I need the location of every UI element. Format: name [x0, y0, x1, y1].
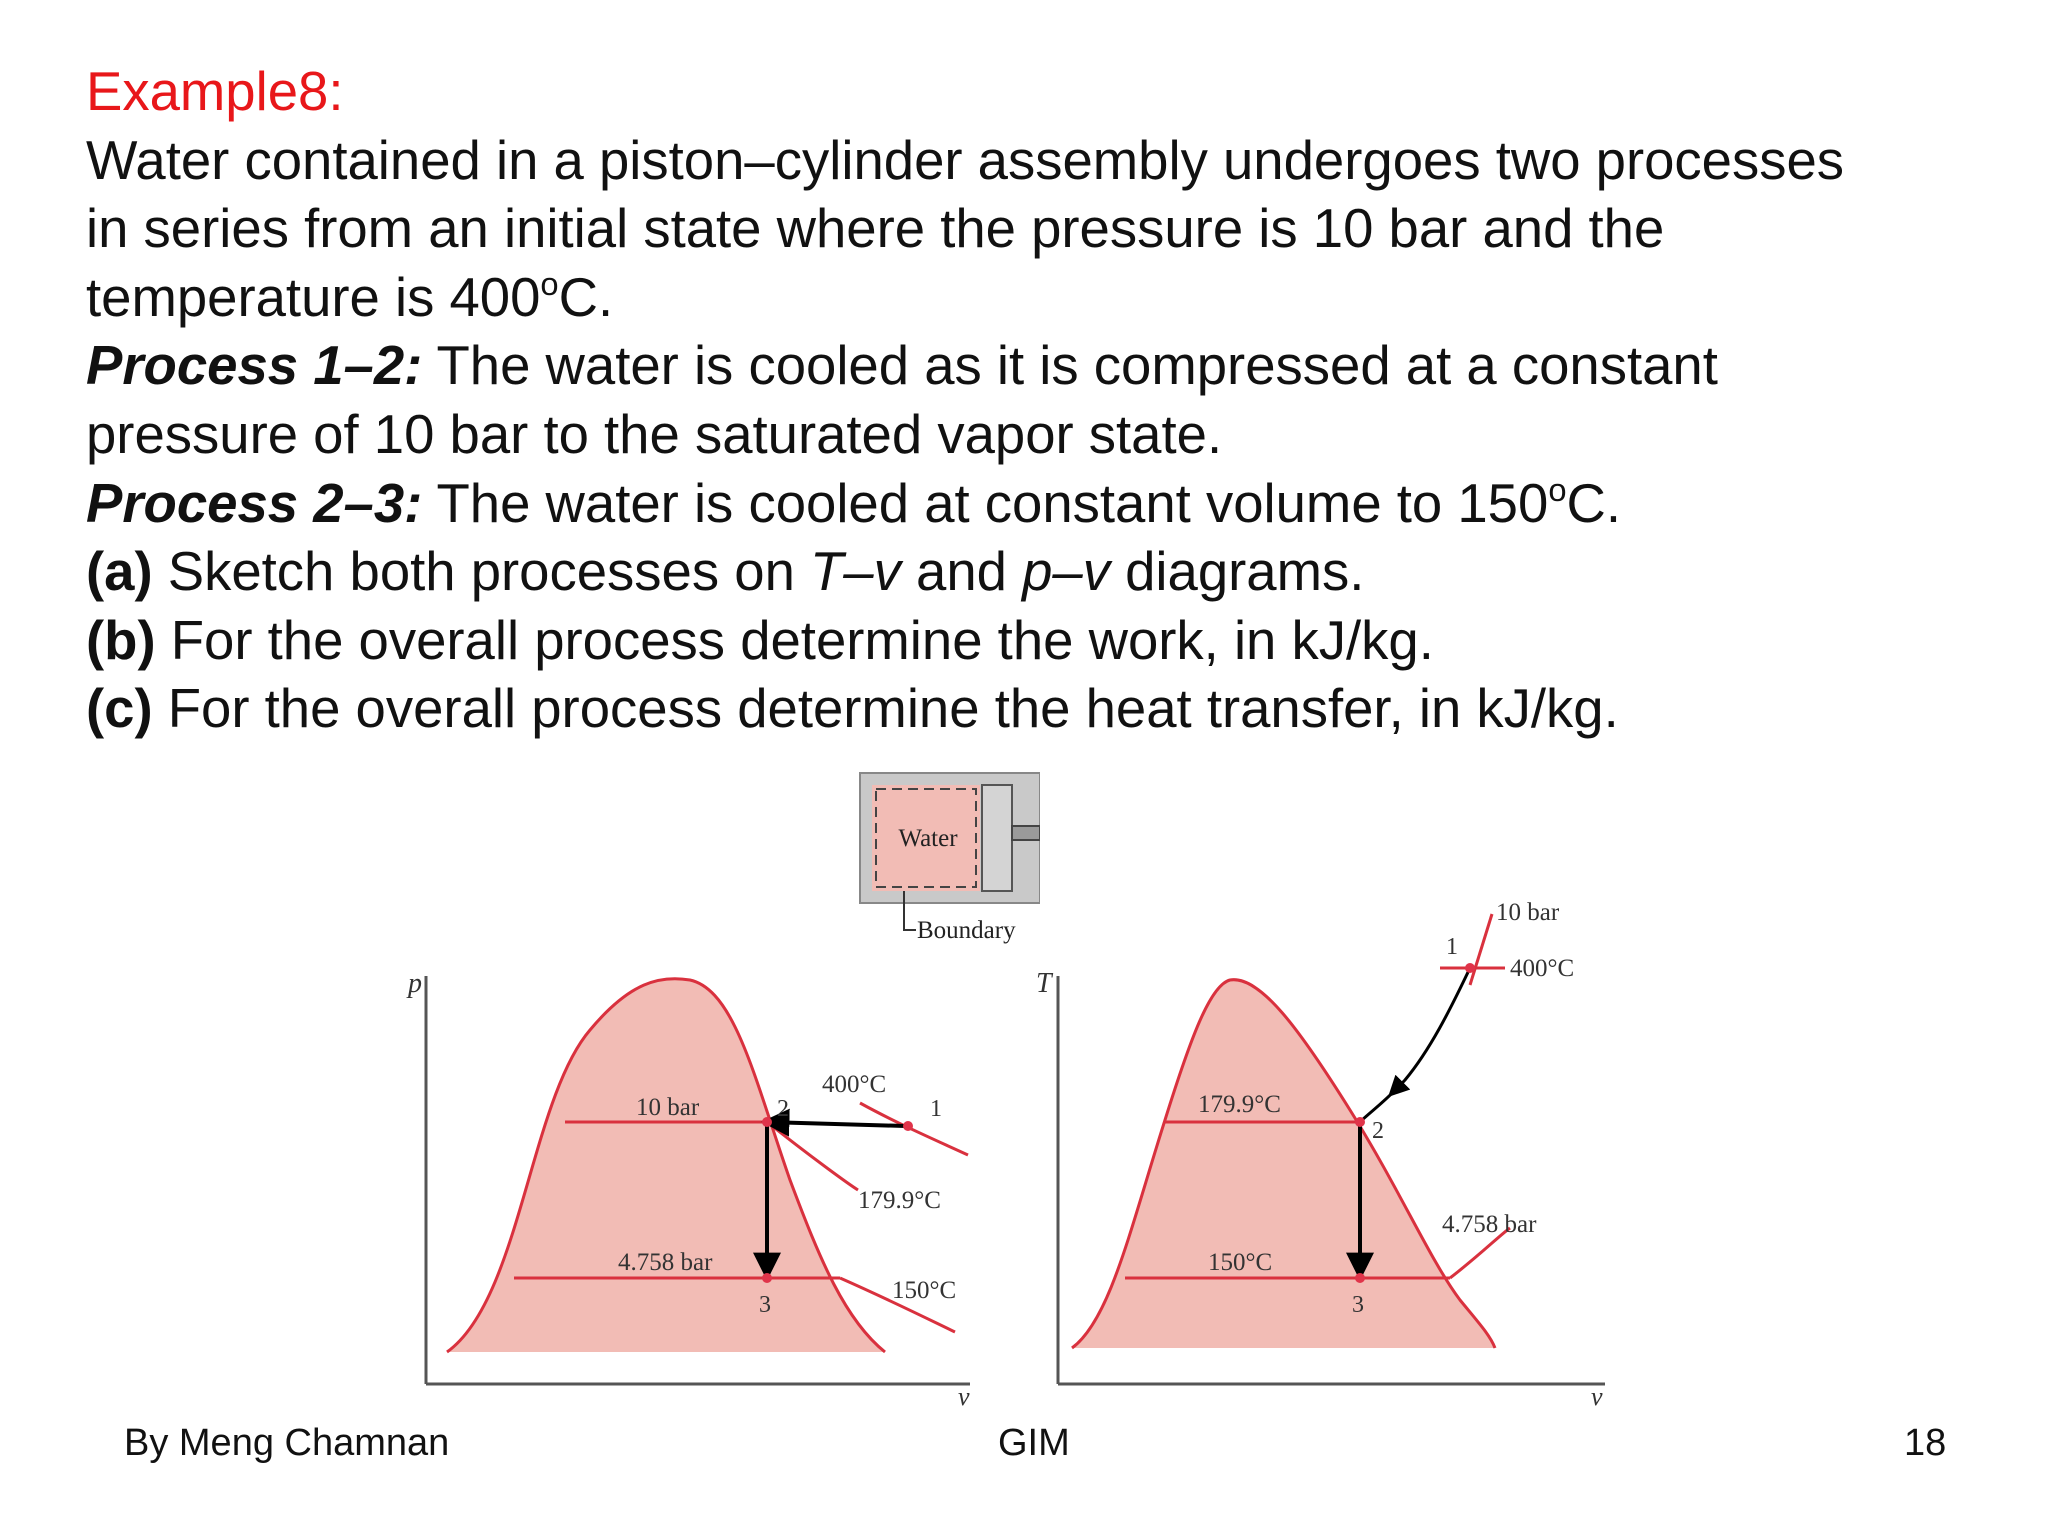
pv-400c-label: 400°C [822, 1071, 887, 1098]
tv-10bar-label: 10 bar [1496, 899, 1560, 926]
intro-line-1: Water contained in a piston–cylinder assembly undergoes two processes [86, 129, 1845, 191]
intro-line-3: temperature is 400$^o$C. [86, 264, 614, 328]
pv-10bar-label: 10 bar [636, 1094, 700, 1121]
pv-4758bar-label: 4.758 bar [618, 1249, 713, 1276]
pv-179c-label: 179.9°C [858, 1187, 941, 1214]
tv-4758bar-label: 4.758 bar [1442, 1211, 1537, 1238]
tv-state-1: 1 [1446, 934, 1458, 960]
pv-x-axis-label: v [958, 1382, 970, 1411]
pv-diagram [406, 968, 970, 1411]
tv-179c-label: 179.9°C [1198, 1091, 1281, 1118]
boundary-label: Boundary [917, 917, 1016, 944]
process-23-line: Process 2–3: The water is cooled at constant volume to 150$^o$C. [86, 470, 1621, 534]
tv-state-3: 3 [1352, 1292, 1364, 1318]
part-b: (b) For the overall process determine the work, in kJ/kg. [86, 609, 1434, 671]
footer-author: By Meng Chamnan [124, 1422, 450, 1464]
pv-150c-label: 150°C [892, 1277, 957, 1304]
process-12-line-1: Process 1–2: The water is cooled as it is compressed at a constant [86, 335, 1718, 397]
pv-state-3: 3 [759, 1292, 771, 1318]
footer-center: GIM [998, 1422, 1070, 1464]
tv-150c-label: 150°C [1208, 1249, 1273, 1276]
footer-page-number: 18 [1904, 1422, 1947, 1464]
process-12-label: Process 1–2: [86, 335, 423, 397]
tv-state-2: 2 [1372, 1118, 1384, 1144]
tv-x-axis-label: v [1591, 1382, 1603, 1411]
pv-state-1: 1 [930, 1096, 942, 1122]
water-label: Water [898, 825, 958, 852]
piston-cylinder-sketch [860, 770, 1070, 944]
pv-y-axis-label: p [408, 968, 422, 999]
part-c: (c) For the overall process determine the heat transfer, in kJ/kg. [86, 678, 1619, 740]
intro-line-2: in series from an initial state where the pressure is 10 bar and the [86, 198, 1665, 260]
tv-y-axis-label: T [1036, 968, 1052, 999]
process-12-line-2: pressure of 10 bar to the saturated vapor state. [86, 403, 1223, 465]
pv-state-2: 2 [777, 1096, 789, 1122]
tv-400c-label: 400°C [1510, 955, 1575, 982]
part-a: (a) Sketch both processes on T–v and p–v diagrams. [86, 541, 1365, 603]
slide-title: Example8: [86, 61, 344, 122]
process-23-label: Process 2–3: [86, 472, 423, 534]
tv-diagram [1036, 899, 1605, 1411]
